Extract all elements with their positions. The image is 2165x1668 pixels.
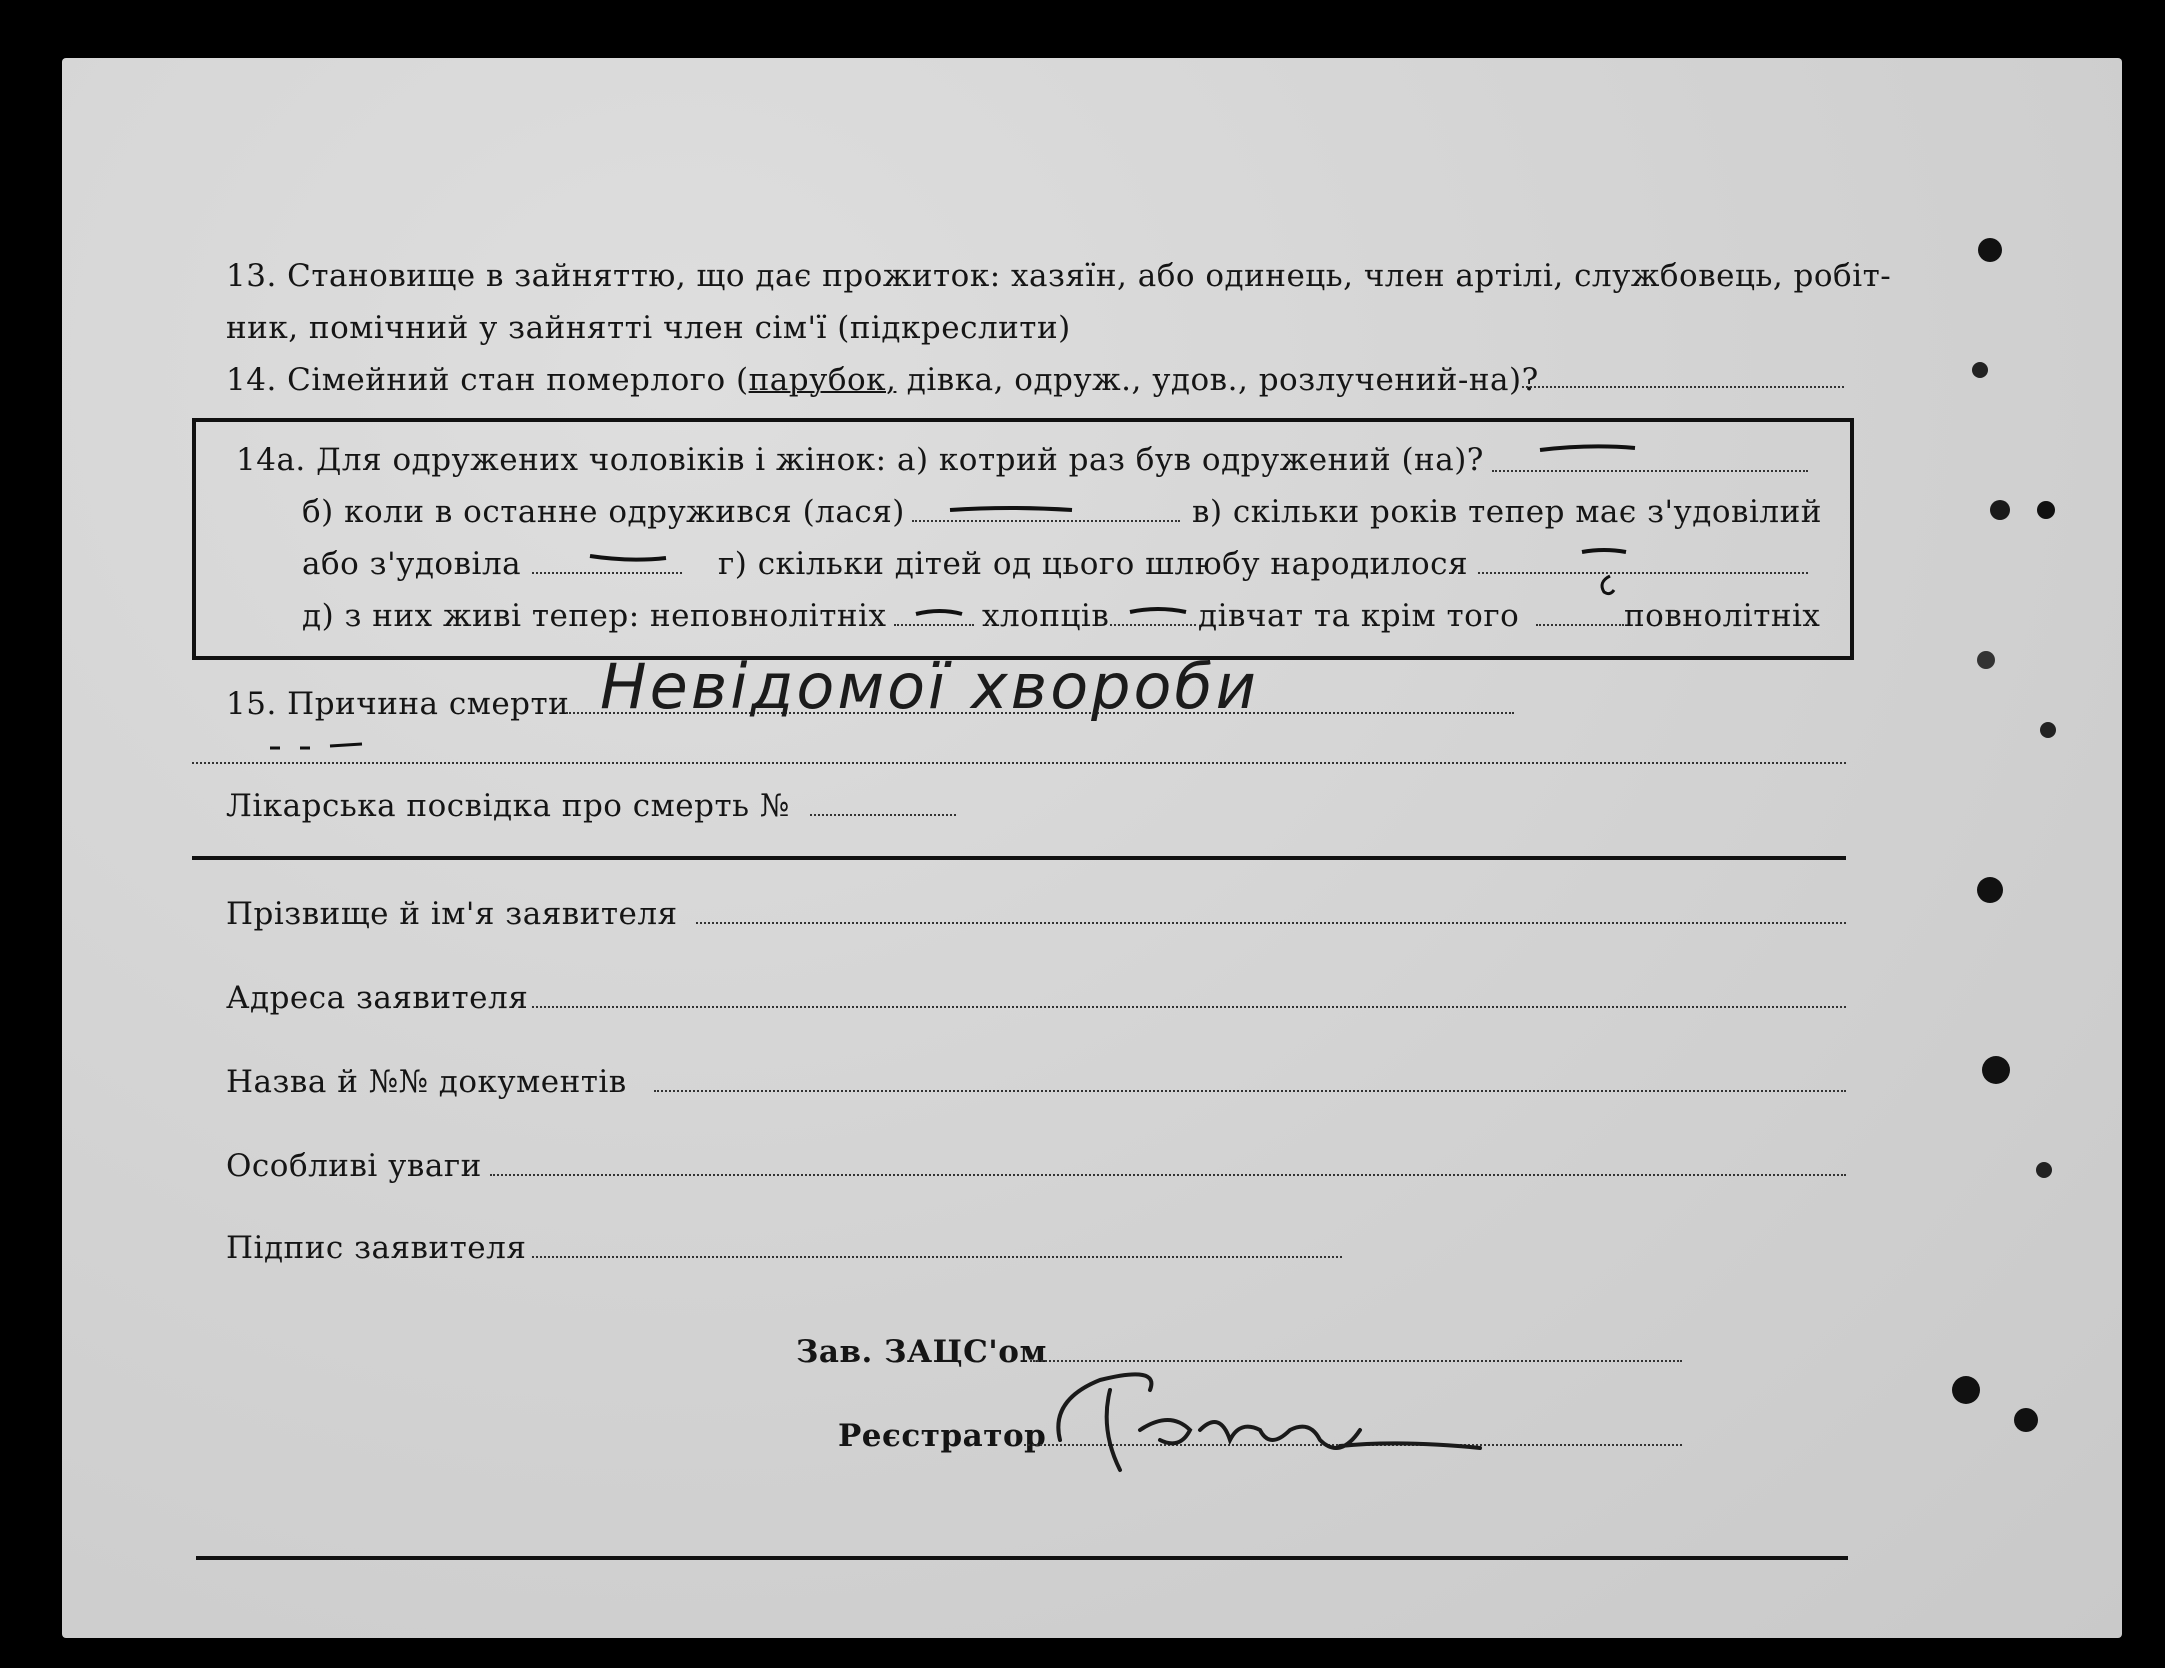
applicant-name-line [696, 922, 1846, 924]
dash-mark-b [950, 500, 1080, 520]
binder-holes-decoration [1920, 220, 2120, 1540]
registrar-signature-image [1040, 1360, 1490, 1480]
applicant-signature-line [532, 1256, 1342, 1258]
dash-mark-a [1540, 440, 1640, 460]
q13-line2: ник, помічний у зайнятті член сім'ї (підкреслити) [226, 310, 1071, 346]
applicant-notes-line [490, 1174, 1846, 1176]
q15-handwritten-answer: Невідомої хвороби [600, 650, 1259, 723]
q14-underlined-option: парубок, [748, 362, 897, 398]
section-divider-top [192, 856, 1846, 860]
registrar-label: Реєстратор [838, 1418, 1047, 1454]
q14a-line2b: в) скільки років тепер має з'удовілий [1192, 494, 1822, 530]
q14a-g-answer-line [1478, 572, 1808, 574]
dash-mark-g [1596, 572, 1616, 602]
q14a-line2a: б) коли в останне одружився (лася) [302, 494, 905, 530]
q14a-line3b: г) скільки дітей од цього шлюбу народилося [718, 546, 1469, 582]
q14a-line4c: дівчат та крім того [1198, 598, 1520, 634]
q14a-boys-answer-line [1110, 624, 1196, 626]
q14-prefix: 14. Сімейний стан померлого ( [226, 362, 749, 398]
section-divider-bottom [196, 1556, 1848, 1560]
q14a-b-answer-line [912, 520, 1180, 522]
dash-mark-e [916, 604, 966, 624]
applicant-signature-label: Підпис заявителя [226, 1230, 527, 1266]
q14a-line3a: або з'удовіла [302, 546, 522, 582]
applicant-documents-label: Назва й №№ документів [226, 1064, 627, 1100]
medical-label: Лікарська посвідка про смерть № [226, 788, 790, 824]
applicant-notes-label: Особливі уваги [226, 1148, 482, 1184]
q14a-line4d: повнолітніх [1624, 598, 1821, 634]
q14a-a-answer-line [1492, 470, 1808, 472]
dash-mark-h [270, 736, 370, 756]
applicant-documents-line [654, 1090, 1846, 1092]
applicant-address-line [532, 1006, 1846, 1008]
q14a-line4a: д) з них живі тепер: неповнолітніх [302, 598, 887, 634]
q14-suffix: дівка, одруж., удов., розлучений-на)? [896, 362, 1539, 398]
q14a-wid-answer-line [532, 572, 682, 574]
q14a-adults-answer-line [1536, 624, 1624, 626]
applicant-name-label: Прізвище й ім'я заявителя [226, 896, 678, 932]
q15-answer-line-2 [192, 762, 1846, 764]
q14a-minors-answer-line [894, 624, 974, 626]
q15-label: 15. Причина смерти [226, 686, 570, 722]
applicant-address-label: Адреса заявителя [226, 980, 529, 1016]
q14-line [226, 362, 1539, 398]
q14-answer-line [1522, 386, 1844, 388]
q14a-line4b: хлопців [982, 598, 1110, 634]
dash-mark-c [590, 548, 670, 568]
dash-mark-f [1130, 602, 1190, 622]
q14a-line1: 14а. Для одружених чоловіків і жінок: а) котрий раз був одружений (на)? [236, 442, 1484, 478]
dash-mark-d [1582, 544, 1632, 564]
medical-answer-line [810, 814, 956, 816]
q13-line1: 13. Становище в зайняттю, що дає прожиток: хазяїн, або одинець, член артілі, службовець, робіт- [226, 258, 1892, 294]
head-label: Зав. ЗАЦС'ом [796, 1334, 1047, 1370]
